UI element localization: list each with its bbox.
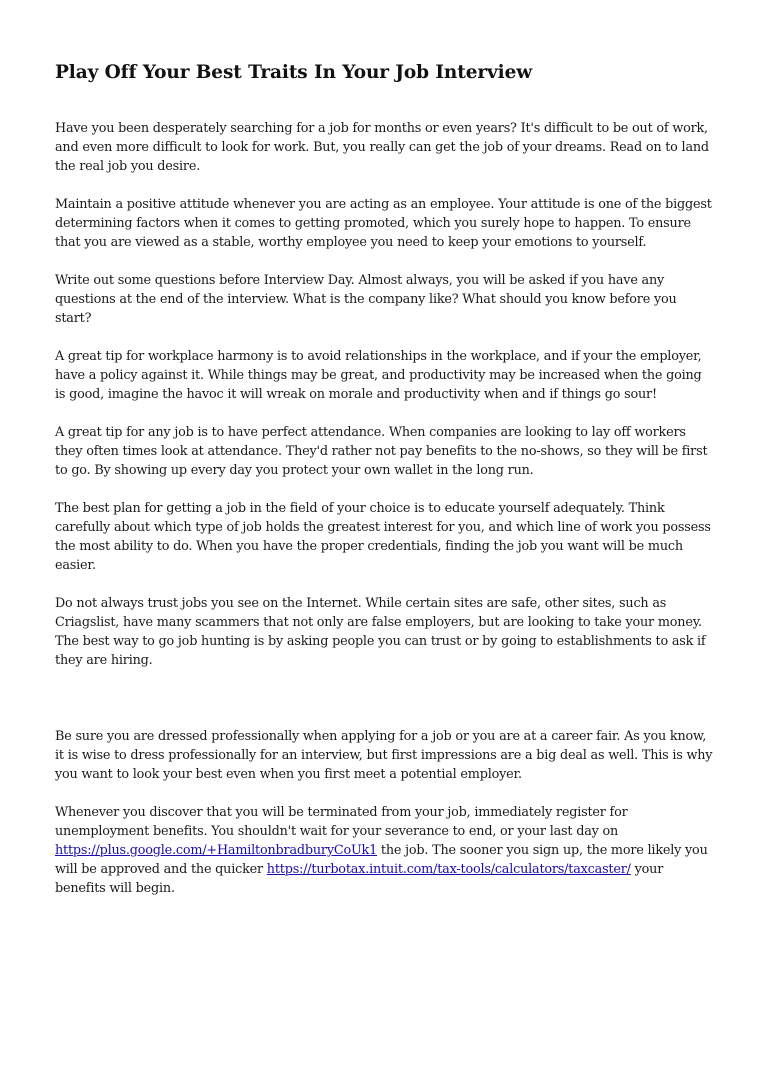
unemployment-text-3: your benefits will begin.	[55, 862, 664, 896]
paragraph-workplace-harmony: A great tip for workplace harmony is to avoid relationships in the workplace, and if your the employer, have a policy against it. While things may be great, and productivity may be increased when the going is good, imagine the havoc it will wreak on morale and productivity when and if things go sour!	[55, 349, 702, 402]
paragraph-dress: Be sure you are dressed professionally when applying for a job or you are at a career fair. As you know, it is wise to dress professionally for an interview, but first impressions are a big deal as well. This is why you want to look your best even when you first meet a potential employer.	[55, 729, 713, 782]
google-plus-link[interactable]: https://plus.google.com/+HamiltonbradburyCoUk1	[55, 843, 378, 858]
turbotax-link[interactable]: https://turbotax.intuit.com/tax-tools/calculators/taxcaster/	[266, 862, 631, 877]
unemployment-text-2: the job. The sooner you sign up, the more likely you will be approved and the quicker	[55, 843, 708, 877]
document-title: Play Off Your Best Traits In Your Job Interview	[55, 62, 533, 83]
paragraph-positive-attitude: Maintain a positive attitude whenever you are acting as an employee. Your attitude is one of the biggest determining factors when it comes to getting promoted, which you surely hope to happen. To ensure that you are viewed as a stable, worthy employee you need to keep your emotions to yourself.	[55, 197, 712, 250]
paragraph-intro: Have you been desperately searching for a job for months or even years? It's difficult to be out of work, and even more difficult to look for work. But, you really can get the job of your dreams. Read on to land the real job you desire.	[55, 121, 709, 174]
paragraph-education: The best plan for getting a job in the field of your choice is to educate yourself adequately. Think carefully about which type of job holds the greatest interest for you, and which line of work you possess the most ability to do. When you have the proper credentials, finding the job you want will be much easier.	[55, 501, 711, 573]
unemployment-text-1: Whenever you discover that you will be terminated from your job, immediately register for unemployment benefits. You shouldn't wait for your severance to end, or your last day on	[55, 805, 628, 839]
document-page	[55, 60, 715, 917]
paragraph-unemployment	[55, 803, 715, 898]
paragraph-questions: Write out some questions before Interview Day. Almost always, you will be asked if you have any questions at the end of the interview. What is the company like? What should you know before you start?	[55, 273, 677, 326]
paragraph-attendance: A great tip for any job is to have perfect attendance. When companies are looking to lay off workers they often times look at attendance. They'd rather not pay benefits to the no-shows, so they will be first to go. By showing up every day you protect your own wallet in the long run.	[55, 425, 708, 478]
paragraph-internet-jobs: Do not always trust jobs you see on the Internet. While certain sites are safe, other sites, such as Criagslist, have many scammers that not only are false employers, but are looking to take your money. The best way to go job hunting is by asking people you can trust or by going to establishments to ask if they are hiring.	[55, 596, 706, 668]
